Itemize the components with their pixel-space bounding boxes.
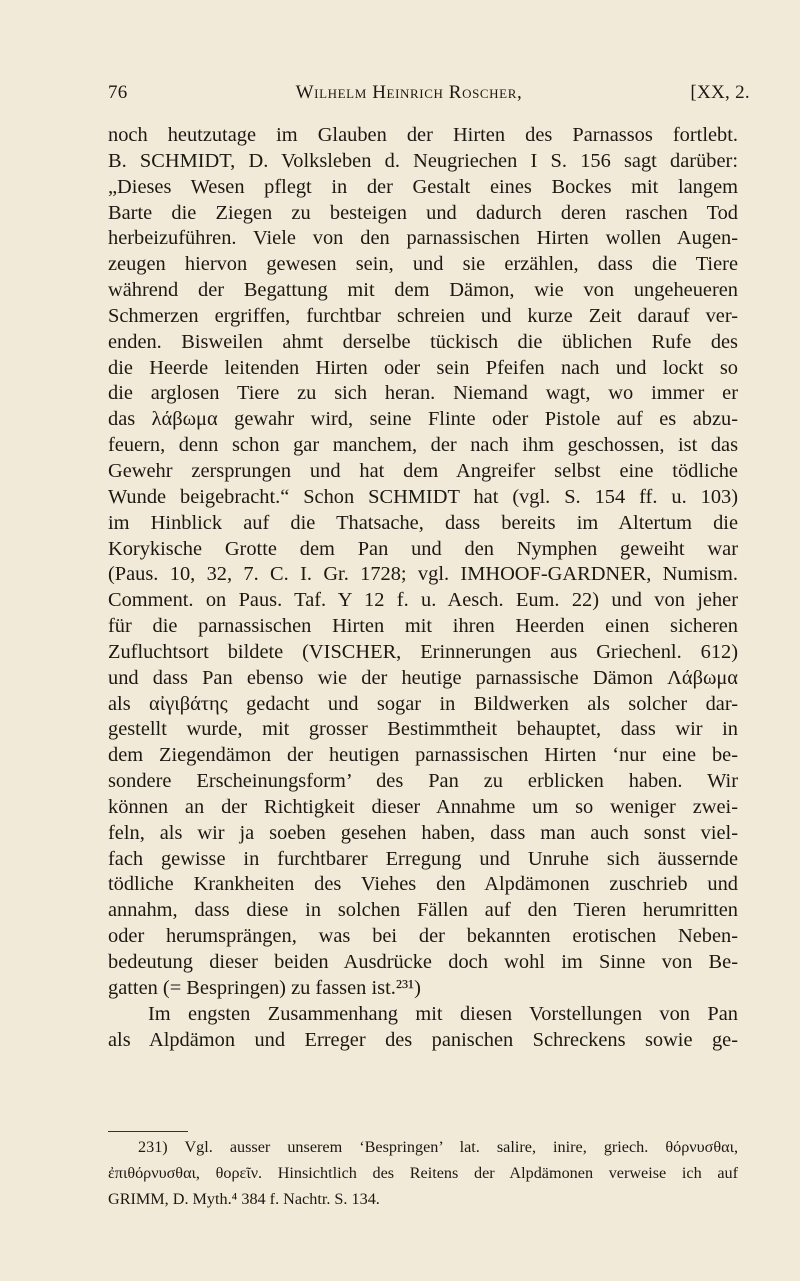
text-line: bedeutung dieser beiden Ausdrücke doch wohl im Sinne von Be- [108,951,738,973]
text-line: Gewehr zersprungen und hat dem Angreifer selbst eine tödliche [108,459,738,482]
text-line: Korykische Grotte dem Pan und den Nymphen geweiht war [108,537,738,560]
running-header [108,82,750,112]
text-line: für die parnassischen Hirten mit ihren Heerden einen sicheren [108,615,738,638]
text-line: können an der Richtigkeit dieser Annahme um so weniger zwei- [108,795,738,818]
section-reference: [XX, 2. [690,82,750,103]
text-line: Barte die Ziegen zu besteigen und dadurch deren raschen Tod [108,201,738,224]
text-line: im Hinblick auf die Thatsache, dass bereits im Altertum die [108,511,738,534]
text-line: (Paus. 10, 32, 7. C. I. Gr. 1728; vgl. IMHOOF-GARDNER, Numism. [108,563,738,586]
text-line: Wunde beigebracht.“ Schon SCHMIDT hat (vgl. S. 154 ff. u. 103) [108,485,738,508]
text-line: als αἰγιβάτης gedacht und sogar in Bildwerken als solcher dar- [108,692,738,715]
text-line: Im engsten Zusammenhang mit diesen Vorstellungen von Pan [148,1002,738,1025]
text-line: feln, als wir ja soeben gesehen haben, dass man auch sonst viel- [108,821,738,844]
text-line: gatten (= Bespringen) zu fassen ist.²³¹) [108,976,421,999]
footnote-line: ἐπιθόρνυσθαι, θορεῖν. Hinsichtlich des Reitens der Alpdämonen verweise ich auf [108,1163,738,1182]
text-line: oder herumsprängen, was bei der bekannten erotischen Neben- [108,925,738,948]
footnote-line: 231) Vgl. ausser unserem ‘Bespringen’ lat. salire, inire, griech. θόρνυσθαι, [138,1138,738,1156]
text-line: als Alpdämon und Erreger des panischen Schreckens sowie ge- [108,1028,738,1051]
text-line: sondere Erscheinungsform’ des Pan zu erblicken haben. Wir [108,770,738,793]
text-line: B. SCHMIDT, D. Volksleben d. Neugriechen I S. 156 sagt darüber: [108,149,738,172]
text-line: herbeizuführen. Viele von den parnassischen Hirten wollen Augen- [108,227,738,250]
text-line: noch heutzutage im Glauben der Hirten des Parnassos fortlebt. [108,124,738,146]
text-line: tödliche Krankheiten des Viehes den Alpdämonen zuschrieb und [108,873,738,896]
text-line: feuern, denn schon gar manchem, der nach ihm geschossen, ist das [108,434,738,457]
main-text [108,123,738,1053]
text-line: „Dieses Wesen pflegt in der Gestalt eines Bockes mit langem [108,175,738,198]
text-line: die arglosen Tiere zu sich heran. Niemand wagt, wo immer er [108,382,738,405]
text-line: Comment. on Paus. Taf. Y 12 f. u. Aesch. Eum. 22) und von jeher [108,589,738,612]
page-number: 76 [108,82,128,103]
footnote [108,1136,738,1211]
text-line: gestellt wurde, mit grosser Bestimmtheit behauptet, dass wir in [108,718,738,741]
text-line: während der Begattung mit dem Dämon, wie von ungeheueren [108,279,738,302]
text-line: fach gewisse in furchtbarer Erregung und Unruhe sich äussernde [108,847,738,870]
footnote-rule [108,1131,188,1132]
text-line: das λάβωμα gewahr wird, seine Flinte oder Pistole auf es abzu- [108,408,738,431]
text-line: die Heerde leitenden Hirten oder sein Pfeifen nach und lockt so [108,356,738,379]
text-line: enden. Bisweilen ahmt derselbe tückisch die üblichen Rufe des [108,330,738,353]
text-line: und dass Pan ebenso wie der heutige parnassische Dämon Λάβωμα [108,666,738,689]
text-line: dem Ziegendämon der heutigen parnassischen Hirten ‘nur eine be- [108,744,738,767]
text-line: Zufluchtsort bildete (VISCHER, Erinnerungen aus Griechenl. 612) [108,640,738,663]
running-title: Wilhelm Heinrich Roscher, [295,82,523,103]
text-line: annahm, dass diese in solchen Fällen auf den Tieren herumritten [108,899,738,922]
text-line: Schmerzen ergriffen, furchtbar schreien und kurze Zeit darauf ver- [108,304,738,327]
text-line: zeugen hiervon gewesen sein, und sie erzählen, dass die Tiere [108,253,738,276]
footnote-line: GRIMM, D. Myth.⁴ 384 f. Nachtr. S. 134. [108,1189,380,1208]
